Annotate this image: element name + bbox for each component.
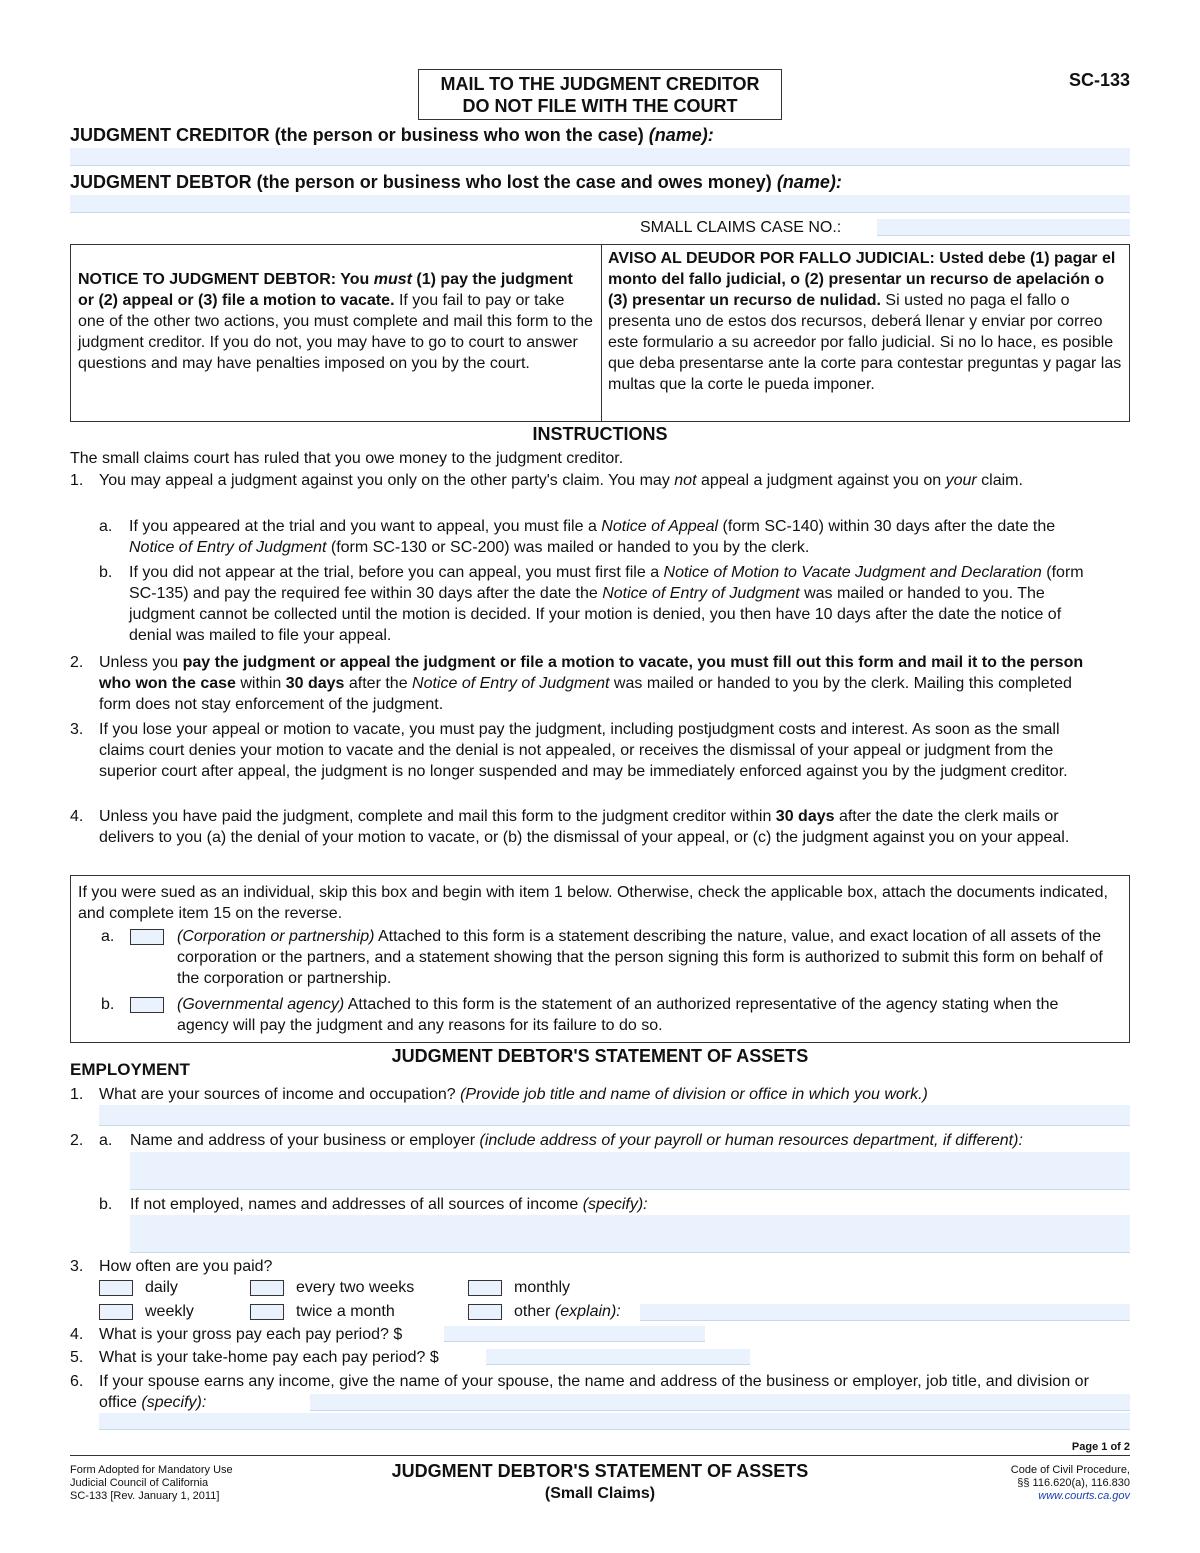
gross-pay-field[interactable] [444,1326,705,1342]
footer-subtitle: (Small Claims) [544,1485,656,1502]
notice-es-bold: AVISO AL DEUDOR POR FALLO JUDICIAL: Usted debe (1) pagar el monto del fallo judicial, o (2) presentar un recurso de apelación o (3) presentar un recurso de nulidad. [608,250,1116,309]
governmental-agency-checkbox[interactable] [130,997,164,1013]
question-3: 3. How often are you paid? [70,1258,273,1275]
instruction-1b: b. If you did not appear at the trial, before you can appeal, you must first file a Notice of Motion to Vacate Judgment and Declaration (form SC-135) and pay the required fee within 30 days after the date the Notice of Entry of Judgment was mailed or handed to you. The judgment cannot be collected until the motion is decided. If your motion is denied, you then have 10 days after the date the notice of denial was mailed to file your appeal. [99,564,1084,644]
spouse-info-field-2[interactable] [99,1413,1130,1430]
entity-option-b: b. (Governmental agency) Attached to this form is the statement of an authorized representative of the agency stating when the agency will pay the judgment and any reasons for its failure to do so. [101,996,1059,1034]
creditor-name-field[interactable] [70,148,1130,166]
income-sources-field[interactable] [130,1215,1130,1253]
notice-en-rest: If you fail to pay or take one of the other two actions, you must complete and mail this form to the judgment creditor. If you do not, you may have to go to court to answer questions and may have penalties imposed on you by the court. [78,292,593,372]
question-1: 1. What are your sources of income and occupation? (Provide job title and name of division or office in which you work.) [70,1086,928,1103]
footer-divider [70,1455,1130,1456]
creditor-label: JUDGMENT CREDITOR (the person or business who won the case) [70,125,644,145]
instruction-2: 2. Unless you pay the judgment or appeal the judgment or file a motion to vacate, you must fill out this form and mail it to the person who won the case within 30 days after the Notice of Entry of Judgment was mailed or handed to you by the clerk. Mailing this completed form does not stay enforcement of the judgment. [70,654,1084,713]
notice-divider [601,245,602,421]
form-id: SC-133 [1068,70,1130,90]
weekly-label: weekly [145,1303,194,1320]
question-6: 6. If your spouse earns any income, give the name of your spouse, the name and address of the business or employer, job title, and division or office (specify): [70,1373,1089,1411]
question-2a: 2. a. Name and address of your business or employer (include address of your payroll or human resources department, if different): [70,1132,1023,1149]
question-4: 4. What is your gross pay each pay period? $ [70,1326,403,1343]
debtor-name-field[interactable] [70,195,1130,213]
corporation-checkbox[interactable] [130,929,164,945]
monthly-checkbox[interactable] [468,1280,502,1296]
notice-en-must: must [373,271,412,288]
footer-left: Form Adopted for Mandatory Use Judicial Council of California SC-133 [Rev. January 1, 2011] [70,1464,233,1502]
every-two-weeks-label: every two weeks [296,1279,415,1296]
daily-label: daily [145,1279,178,1296]
monthly-label: monthly [514,1279,571,1296]
creditor-label-row [70,125,714,146]
employment-heading: EMPLOYMENT [70,1060,190,1079]
weekly-checkbox[interactable] [99,1304,133,1320]
page-number: Page 1 of 2 [1071,1441,1130,1453]
instruction-3: 3. If you lose your appeal or motion to vacate, you must pay the judgment, including postjudgment costs and interest. As soon as the small claims court denies your motion to vacate and the denial is not appealed, or receives the dismissal of your appeal or judgment from the superior court after appeal, the judgment is no longer suspended and may be immediately enforced against you by the judgment creditor. [70,721,1068,780]
every-two-weeks-checkbox[interactable] [250,1280,284,1296]
notice-spanish [608,248,1123,395]
entity-intro: If you were sued as an individual, skip this box and begin with item 1 below. Otherwise, check the applicable box, attach the documents indicated, and complete item 15 on the reverse. [78,884,1108,922]
footer-right: Code of Civil Procedure, §§ 116.620(a), 116.830 www.courts.ca.gov [1010,1464,1130,1502]
entity-option-a: a. (Corporation or partnership) Attached to this form is a statement describing the nature, value, and exact location of all assets of the corporation or the partners, and a statement showing that the person signing this form is authorized to submit this form on behalf of the corporation or partnership. [101,928,1103,987]
instruction-1a: a. If you appeared at the trial and you want to appeal, you must file a Notice of Appeal (form SC-140) within 30 days after the date the Notice of Entry of Judgment (form SC-130 or SC-200) was mailed or handed to you by the clerk. [99,518,1056,556]
twice-a-month-label: twice a month [296,1303,395,1320]
spouse-info-field-1[interactable] [310,1394,1130,1411]
creditor-name-label: (name): [648,125,714,145]
notice-english [78,269,593,374]
debtor-name-label: (name): [776,172,842,192]
other-explain-field[interactable] [640,1304,1130,1321]
question-2b: b. If not employed, names and addresses of all sources of income (specify): [99,1196,648,1213]
mail-box-line2: DO NOT FILE WITH THE COURT [462,96,738,116]
daily-checkbox[interactable] [99,1280,133,1296]
notice-es-rest: Si usted no paga el fallo o presenta uno de estos dos recursos, deberá llenar y enviar por correo este formulario a su acreedor por fallo judicial. Si no lo hace, es posible que deba presentarse ante la corte para contestar preguntas y pagar las multas que la corte le pueda imponer. [608,292,1122,393]
instructions-title: INSTRUCTIONS [532,424,668,444]
take-home-pay-field[interactable] [486,1349,750,1365]
debtor-label-row [70,172,842,193]
case-no-field[interactable] [877,219,1130,236]
courts-website-link[interactable]: www.courts.ca.gov [1038,1490,1130,1502]
footer-title: JUDGMENT DEBTOR'S STATEMENT OF ASSETS [391,1461,809,1481]
statement-title: JUDGMENT DEBTOR'S STATEMENT OF ASSETS [391,1046,809,1066]
debtor-label: JUDGMENT DEBTOR (the person or business who lost the case and owes money) [70,172,772,192]
instruction-4: 4. Unless you have paid the judgment, complete and mail this form to the judgment creditor within 30 days after the date the clerk mails or delivers to you (a) the denial of your motion to vacate, or (b) the dismissal of your appeal, or (c) the judgment against you on your appeal. [70,808,1070,846]
twice-a-month-checkbox[interactable] [250,1304,284,1320]
notice-en-bold1: NOTICE TO JUDGMENT DEBTOR: You [78,271,374,288]
mail-box-line1: MAIL TO THE JUDGMENT CREDITOR [440,74,760,94]
employer-field[interactable] [130,1152,1130,1190]
mail-box [418,69,782,120]
other-checkbox[interactable] [468,1304,502,1320]
notice-box [70,244,1130,422]
instructions-intro: The small claims court has ruled that you owe money to the judgment creditor. [70,450,624,467]
entity-box [70,875,1130,1043]
instruction-1: 1. You may appeal a judgment against you only on the other party's claim. You may not appeal a judgment against you on your claim. [70,472,1023,489]
notice-en-bold2: (1) pay the judgment or (2) appeal or (3) file a motion to vacate. [78,271,573,309]
question-5: 5. What is your take-home pay each pay period? $ [70,1349,439,1366]
income-occupation-field[interactable] [99,1105,1130,1126]
case-no-label: SMALL CLAIMS CASE NO.: [640,219,842,236]
other-label: other (explain): [514,1303,621,1320]
